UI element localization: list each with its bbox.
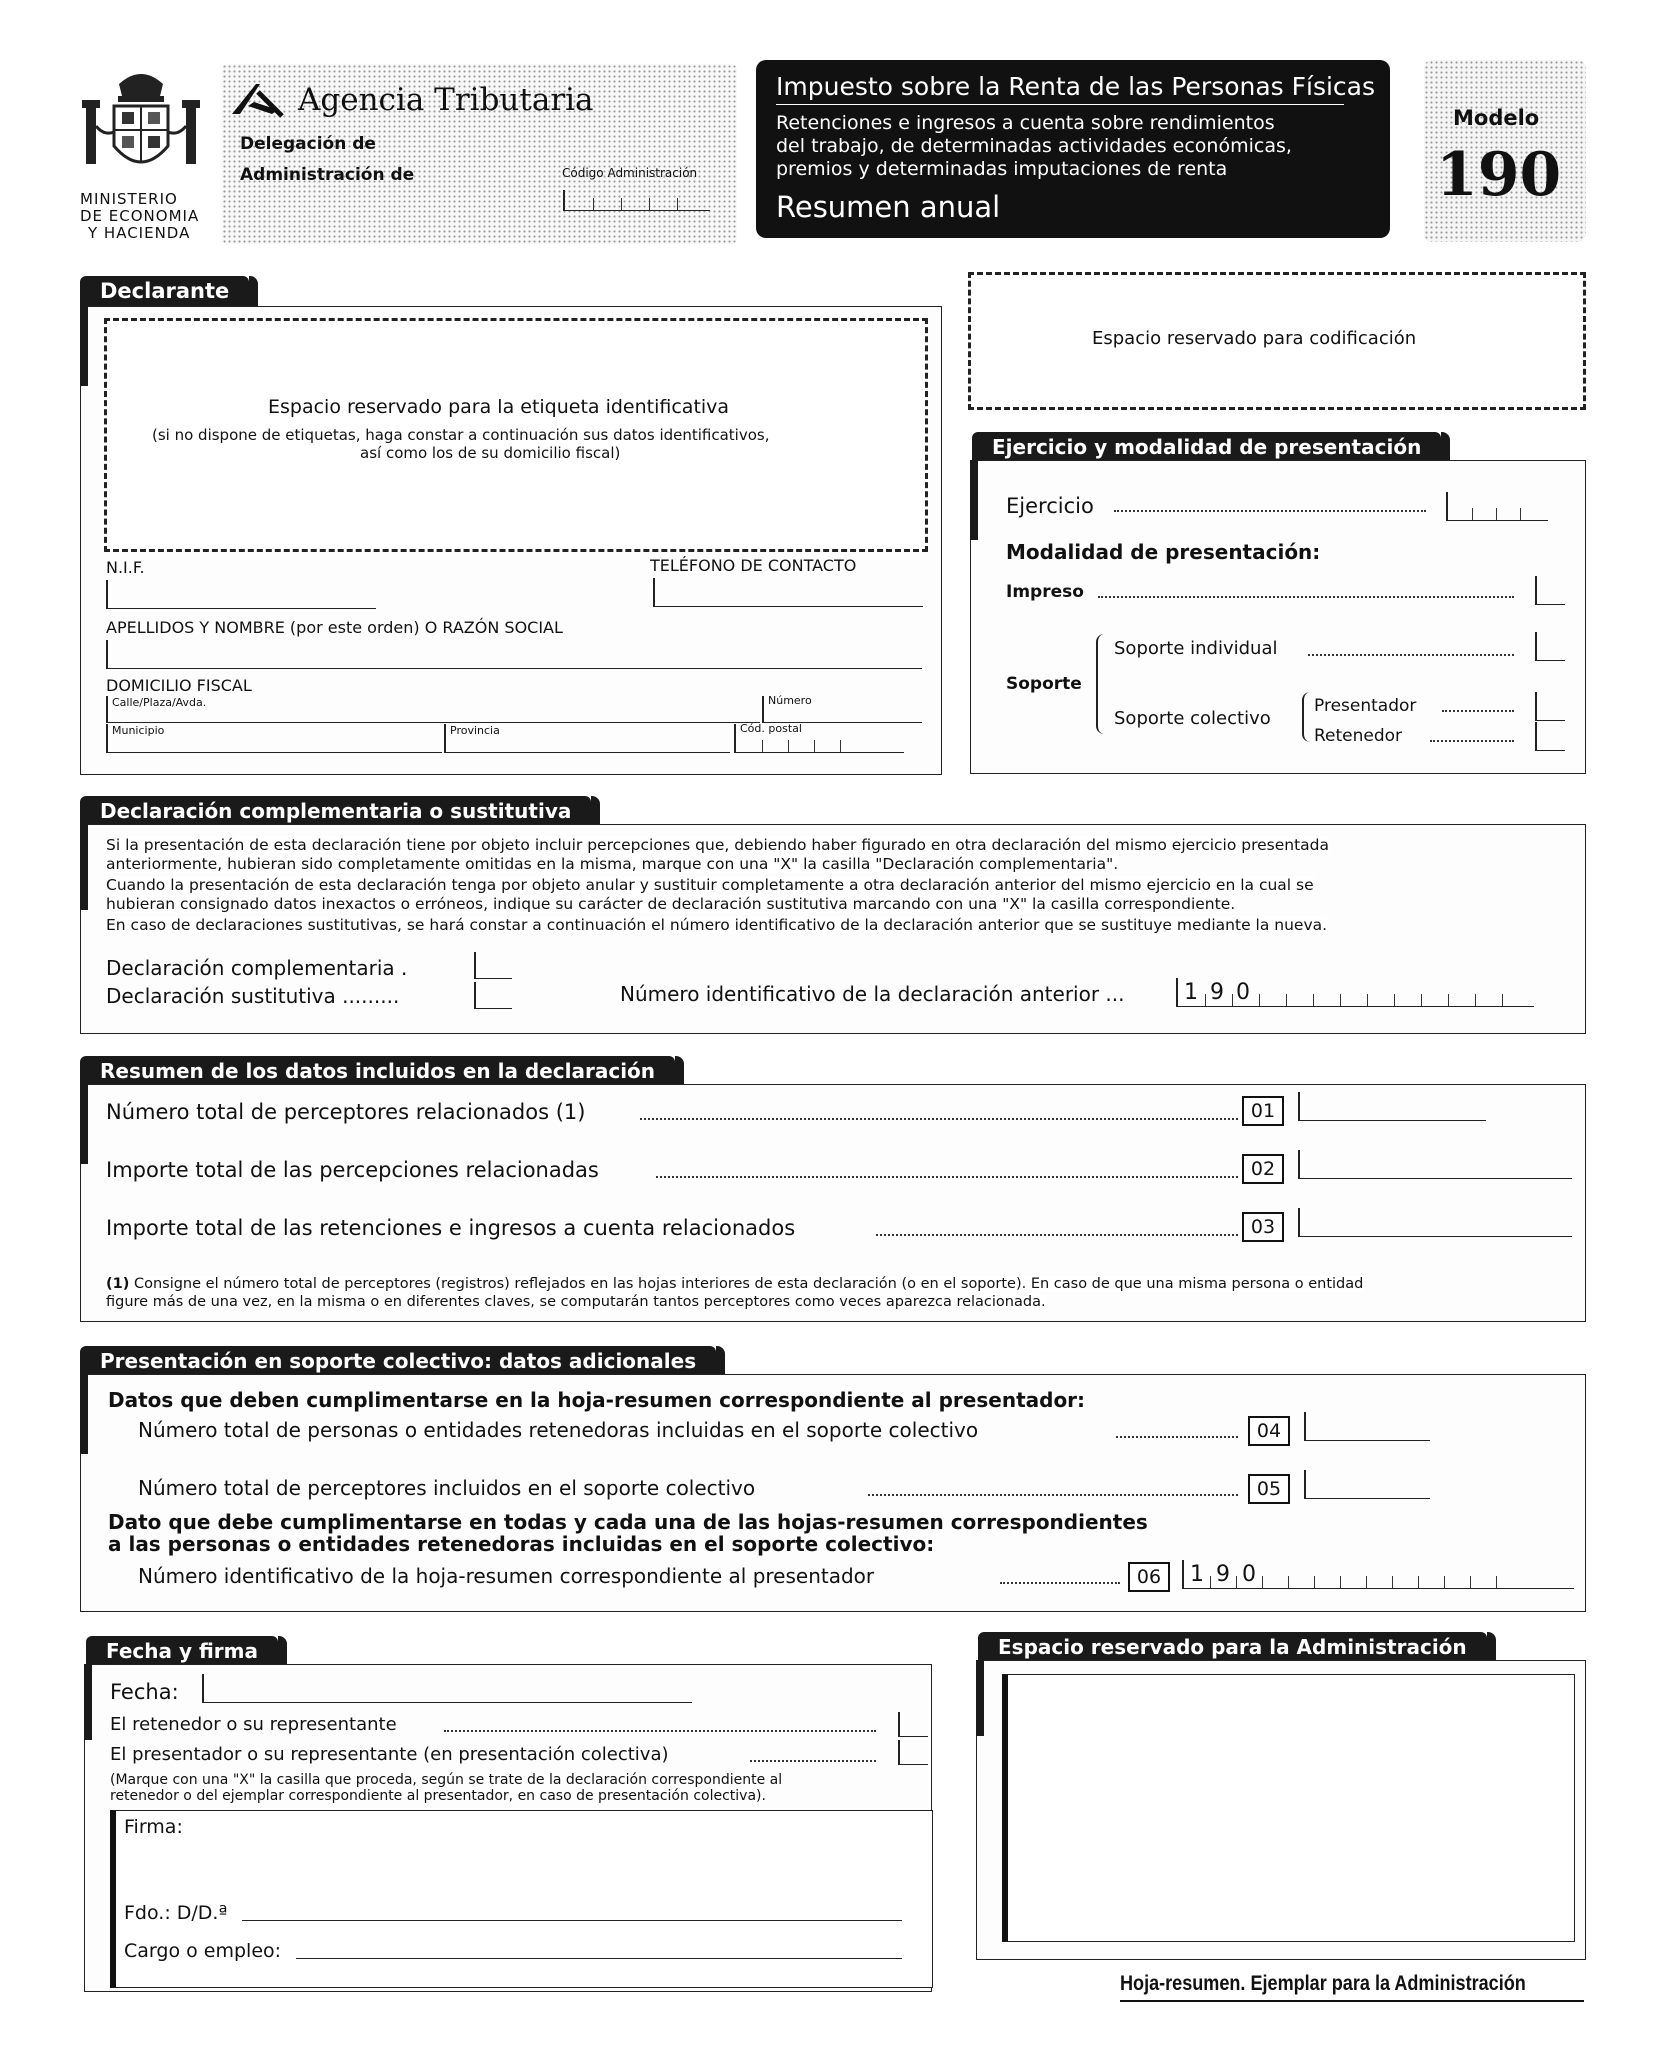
firma-label: Firma:	[124, 1816, 183, 1838]
digit-separator	[1448, 994, 1449, 1006]
ejercicio-field[interactable]	[1446, 492, 1548, 521]
resumen-note-2: figure más de una vez, en la misma o en diferentes claves, se computarán tantos perceptores como veces aparezca relacionada.	[106, 1294, 1046, 1310]
num-anterior-digit-3: 0	[1236, 980, 1250, 1005]
complementaria-p3: En caso de declaraciones sustitutivas, se hará constar a continuación el número identificativo de la declaración anterior que se sustituye mediante la nueva.	[106, 916, 1328, 934]
field-06[interactable]	[1182, 1560, 1574, 1589]
declarante-tab: Declarante	[80, 276, 249, 307]
agency-name: Agencia Tributaria	[298, 82, 594, 118]
colectivo-tab: Presentación en soporte colectivo: datos adicionales	[80, 1346, 716, 1377]
modelo-label: Modelo	[1453, 106, 1540, 130]
num-anterior-digit-2: 9	[1210, 980, 1224, 1005]
code-02: 02	[1242, 1154, 1284, 1184]
field-06-digit-1: 1	[1190, 1562, 1204, 1587]
ministry-line-2: DE ECONOMIA	[80, 207, 200, 225]
digit-separator	[1392, 1576, 1393, 1588]
resumen-row-03-label: Importe total de las retenciones e ingresos a cuenta relacionados	[106, 1216, 796, 1240]
digit-separator	[649, 198, 650, 210]
coat-of-arms-icon	[74, 66, 208, 184]
field-06-digit-3: 0	[1242, 1562, 1256, 1587]
subtitle-1: Retenciones e ingresos a cuenta sobre rendimientos	[776, 112, 1275, 134]
complementaria-tab: Declaración complementaria o sustitutiva	[80, 796, 591, 827]
numero-label: Número	[768, 694, 812, 707]
etiqueta-note-1: (si no dispone de etiquetas, haga constar a continuación sus datos identificativos,	[152, 426, 770, 444]
administracion-label: Administración de	[240, 165, 415, 185]
codigo-admin-label: Código Administración	[562, 166, 698, 180]
field-01[interactable]	[1298, 1092, 1486, 1121]
codificacion-label: Espacio reservado para codificación	[1092, 328, 1417, 349]
apellidos-label: APELLIDOS Y NOMBRE (por este orden) O RAZÓN SOCIAL	[106, 618, 563, 637]
num-anterior-field[interactable]	[1176, 978, 1534, 1007]
soporte-individual-checkbox[interactable]	[1535, 632, 1565, 661]
soporte-individual-label: Soporte individual	[1114, 638, 1278, 659]
soporte-colectivo-label: Soporte colectivo	[1114, 708, 1271, 729]
digit-separator	[1232, 994, 1233, 1006]
digit-separator	[1421, 994, 1422, 1006]
title: Impuesto sobre la Renta de las Personas Físicas	[776, 72, 1376, 101]
code-05: 05	[1248, 1474, 1290, 1504]
resumen-note-1	[106, 1276, 1363, 1292]
digit-separator	[1366, 1576, 1367, 1588]
administracion-box	[1002, 1674, 1575, 1942]
resumen-tab: Resumen de los datos incluidos en la declaración	[80, 1056, 675, 1087]
digit-separator	[1262, 1576, 1263, 1588]
complementaria-p2-1: Cuando la presentación de esta declaración tenga por objeto anular y sustituir completamente a otra declaración anterior del mismo ejercicio en la cual se	[106, 876, 1314, 894]
digit-separator	[1520, 508, 1521, 520]
field-02[interactable]	[1298, 1150, 1572, 1179]
retenedor-firma-label: El retenedor o su representante	[110, 1714, 397, 1735]
digit-separator	[1314, 1576, 1315, 1588]
fdo-label: Fdo.: D/D.ª	[124, 1902, 228, 1924]
colectivo-intro-1: Datos que deben cumplimentarse en la hoja-resumen correspondiente al presentador:	[108, 1388, 1086, 1412]
retenedor-label: Retenedor	[1314, 726, 1403, 746]
digit-separator	[1313, 994, 1314, 1006]
ejercicio-tab: Ejercicio y modalidad de presentación	[972, 432, 1441, 463]
ministry-line-1: MINISTERIO	[80, 190, 178, 208]
digit-separator	[1470, 1576, 1471, 1588]
impreso-checkbox[interactable]	[1535, 576, 1565, 605]
retenedor-checkbox[interactable]	[1535, 722, 1565, 751]
cod-postal-label: Cód. postal	[740, 722, 802, 735]
provincia-label: Provincia	[450, 724, 500, 737]
firma-note-1: (Marque con una "X" la casilla que proceda, según se trate de la declaración correspondiente al	[110, 1772, 783, 1788]
impreso-label: Impreso	[1006, 582, 1084, 602]
complementaria-p1-2: anteriormente, hubieran sido completamente omitidas en la misma, marque con una "X" la casilla "Declaración complementaria".	[106, 855, 1119, 873]
colectivo-intro-2b: a las personas o entidades retenedoras incluidas en el soporte colectivo:	[108, 1532, 935, 1556]
sustitutiva-label: Declaración sustitutiva .........	[106, 984, 400, 1008]
etiqueta-note-2: así como los de su domicilio fiscal)	[360, 444, 621, 462]
digit-separator	[1205, 994, 1206, 1006]
firma-note-2: retenedor o del ejemplar correspondiente al presentador, en caso de presentación colectiva).	[110, 1788, 766, 1804]
agency-logo-icon	[228, 80, 288, 120]
digit-separator	[1340, 1576, 1341, 1588]
note-number: (1)	[106, 1276, 130, 1292]
num-anterior-label: Número identificativo de la declaración anterior ...	[620, 982, 1125, 1006]
digit-separator	[1496, 1576, 1497, 1588]
cargo-label: Cargo o empleo:	[124, 1940, 282, 1962]
colectivo-row-06-label: Número identificativo de la hoja-resumen correspondiente al presentador	[138, 1564, 875, 1588]
etiqueta-title: Espacio reservado para la etiqueta identificativa	[268, 396, 730, 418]
fecha-label: Fecha:	[110, 1680, 179, 1704]
retenedor-firma-checkbox[interactable]	[898, 1712, 928, 1737]
code-03: 03	[1242, 1212, 1284, 1242]
field-06-digit-2: 9	[1216, 1562, 1230, 1587]
presentador-firma-checkbox[interactable]	[898, 1740, 928, 1765]
ministry-line-3: Y HACIENDA	[88, 224, 191, 242]
digit-separator	[1418, 1576, 1419, 1588]
digit-separator	[1210, 1576, 1211, 1588]
digit-separator	[1236, 1576, 1237, 1588]
subtitle-2: del trabajo, de determinadas actividades económicas,	[776, 135, 1292, 157]
digit-separator	[1475, 994, 1476, 1006]
digit-separator	[788, 740, 789, 752]
administracion-tab: Espacio reservado para la Administración	[978, 1632, 1487, 1663]
digit-separator	[1472, 508, 1473, 520]
num-anterior-digit-1: 1	[1184, 980, 1198, 1005]
resumen-anual: Resumen anual	[776, 190, 1001, 224]
digit-separator	[1340, 994, 1341, 1006]
digit-separator	[1286, 994, 1287, 1006]
digit-separator	[840, 740, 841, 752]
note-text: Consigne el número total de perceptores (registros) reflejados en las hojas interiores de esta declaración (o en el soporte). En caso de que una misma persona o entidad	[133, 1276, 1364, 1292]
calle-label: Calle/Plaza/Avda.	[112, 696, 207, 709]
soporte-label: Soporte	[1006, 674, 1082, 694]
firma-tab: Fecha y firma	[86, 1636, 278, 1667]
sustitutiva-checkbox[interactable]	[474, 982, 512, 1009]
nif-field[interactable]	[106, 580, 376, 609]
resumen-row-01-label: Número total de perceptores relacionados (1)	[106, 1100, 586, 1124]
complementaria-label: Declaración complementaria .	[106, 956, 408, 980]
codigo-admin-field[interactable]	[563, 190, 710, 211]
presentador-label: Presentador	[1314, 696, 1417, 716]
telefono-label: TELÉFONO DE CONTACTO	[650, 556, 857, 575]
presentador-checkbox[interactable]	[1535, 692, 1565, 721]
complementaria-checkbox[interactable]	[474, 952, 512, 979]
colectivo-intro-2a: Dato que debe cumplimentarse en todas y cada una de las hojas-resumen correspondientes	[108, 1510, 1148, 1534]
modelo-number: 190	[1436, 140, 1562, 210]
complementaria-p2-2: hubieran consignado datos inexactos o erróneos, indique su carácter de declaración sustitutiva marcando con una "X" la casilla correspondiente.	[106, 895, 1236, 913]
field-03[interactable]	[1298, 1208, 1572, 1237]
domicilio-label: DOMICILIO FISCAL	[106, 676, 252, 695]
digit-separator	[1502, 994, 1503, 1006]
digit-separator	[1367, 994, 1368, 1006]
digit-separator	[593, 198, 594, 210]
presentador-firma-label: El presentador o su representante (en presentación colectiva)	[110, 1744, 669, 1765]
footer-label: Hoja-resumen. Ejemplar para la Administración	[1120, 1972, 1526, 1995]
subtitle-3: premios y determinadas imputaciones de renta	[776, 158, 1228, 180]
digit-separator	[677, 198, 678, 210]
delegacion-label: Delegación de	[240, 134, 376, 154]
resumen-row-02-label: Importe total de las percepciones relacionadas	[106, 1158, 599, 1182]
fecha-field[interactable]	[202, 1674, 692, 1703]
cargo-line[interactable]	[296, 1958, 902, 1959]
digit-separator	[762, 740, 763, 752]
digit-separator	[1496, 508, 1497, 520]
modalidad-label: Modalidad de presentación:	[1006, 540, 1321, 564]
digit-separator	[621, 198, 622, 210]
digit-separator	[1444, 1576, 1445, 1588]
field-05[interactable]	[1304, 1470, 1430, 1499]
ejercicio-label: Ejercicio	[1006, 494, 1094, 518]
code-06: 06	[1128, 1562, 1170, 1592]
fdo-line[interactable]	[242, 1920, 902, 1921]
colectivo-row-04-label: Número total de personas o entidades retenedoras incluidas en el soporte colectivo	[138, 1418, 979, 1442]
digit-separator	[814, 740, 815, 752]
nif-label: N.I.F.	[106, 558, 145, 577]
field-04[interactable]	[1304, 1412, 1430, 1441]
digit-separator	[1288, 1576, 1289, 1588]
digit-separator	[1394, 994, 1395, 1006]
municipio-label: Municipio	[112, 724, 165, 737]
code-01: 01	[1242, 1096, 1284, 1126]
digit-separator	[1259, 994, 1260, 1006]
apellidos-field[interactable]	[106, 640, 922, 669]
complementaria-p1-1: Si la presentación de esta declaración tiene por objeto incluir percepciones que, debiendo haber figurado en otra declaración del mismo ejercicio presentada	[106, 836, 1330, 854]
code-04: 04	[1248, 1416, 1290, 1446]
telefono-field[interactable]	[653, 578, 923, 607]
colectivo-row-05-label: Número total de perceptores incluidos en el soporte colectivo	[138, 1476, 756, 1500]
